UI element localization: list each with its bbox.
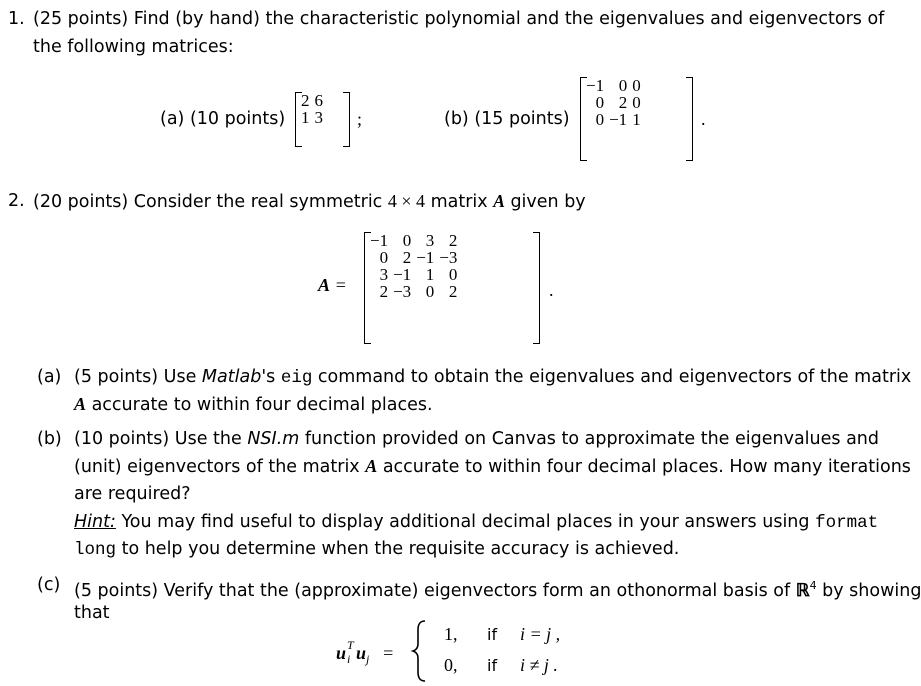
q2-intro-text: (20 points) Consider the real symmetric [33, 192, 388, 212]
matrix-cell: 2 [448, 282, 458, 301]
q2-intro-dim: 4 × 4 [387, 191, 426, 211]
matrix-cell: 0 [595, 93, 605, 112]
case1-value: 1, [444, 624, 458, 644]
q2b-long-command: long [74, 540, 117, 560]
matrix-cell: 3 [379, 265, 389, 284]
q1-part-a-label: (a) (10 points) [160, 109, 286, 129]
q2a-matlab: Matlab [201, 367, 262, 387]
q1-number: 1. [8, 9, 25, 29]
orthonormal-equation-lhs [336, 638, 394, 666]
q2b-text: (unit) eigenvectors of the matrix [74, 457, 366, 477]
q2b-hint-text: to help you determine when the requisite accuracy is achieved. [116, 539, 680, 559]
matrix-cell: −1 [393, 265, 412, 284]
matrix-cell: −1 [370, 231, 389, 250]
q2b-hint-line2 [74, 536, 679, 564]
q2b-nsi-function: NSI.m [247, 429, 300, 449]
matrix-symbol-A: A [365, 456, 378, 476]
real-space-symbol: ℝ [795, 579, 810, 600]
matrix-cell: 0 [379, 248, 389, 267]
matrix-cell: 2 [379, 282, 389, 301]
matrix-cell: 0 [632, 93, 641, 112]
case1-condition: i = j , [520, 624, 561, 644]
q2c-text: (5 points) Verify that the (approximate) eigenvectors form an othonormal basis of [74, 580, 796, 601]
q2b-line3: are required? [74, 484, 191, 504]
matrix-cell: 2 [448, 231, 458, 250]
q2b-line2 [74, 453, 911, 481]
case1-if: if [487, 625, 498, 644]
matrix-a-body [301, 92, 328, 126]
case2-condition: i ≠ j . [520, 655, 558, 675]
q2b-text: accurate to within four decimal places. How many iterations [377, 457, 911, 477]
matrix-cell: 1 [632, 110, 641, 129]
q2-matrix-label [318, 275, 346, 296]
case2-value: 0, [444, 655, 458, 675]
q2a-text: command to obtain the eigenvalues and eigenvectors of the matrix [312, 367, 912, 387]
subscript-i: i [347, 652, 351, 666]
matrix-cell: 3 [314, 108, 323, 127]
matrix-cell: −1 [416, 248, 435, 267]
matrix-cell: −3 [439, 248, 458, 267]
matrix-cell: 0 [448, 265, 458, 284]
transpose-superscript: T [347, 638, 354, 652]
matrix-A-body [370, 232, 462, 300]
q2c-text: by showing [816, 580, 921, 601]
q1-line2: the following matrices: [33, 37, 234, 57]
q2-intro [33, 188, 586, 216]
q2-end-period: . [549, 280, 554, 300]
matrix-cell: −1 [609, 110, 628, 129]
q2a-text: accurate to within four decimal places. [86, 395, 433, 415]
q2b-label: (b) [37, 429, 62, 449]
matrix-cell: 0 [402, 231, 412, 250]
equals-sign: = [383, 643, 394, 663]
matrix-cell: −1 [586, 76, 605, 95]
q2-number: 2. [8, 191, 25, 211]
q2b-format-command: format [815, 513, 879, 533]
q2b-hint-label: Hint: [74, 512, 116, 532]
matrix-cell: 1 [425, 265, 435, 284]
matrix-symbol-A: A [74, 394, 87, 414]
q2a-line1 [74, 364, 911, 392]
q2a-line2 [74, 391, 433, 419]
subscript-j: j [366, 652, 370, 666]
q2a-text: (5 points) Use [74, 367, 202, 387]
matrix-cell: 2 [402, 248, 412, 267]
q2a-text: 's [261, 367, 281, 387]
q2b-line1 [74, 426, 879, 453]
q2b-text: (10 points) Use the [74, 429, 248, 449]
q2-intro-matrix-symbol: A [493, 191, 505, 211]
matrix-cell: 0 [595, 110, 605, 129]
q2a-eig-command: eig [280, 368, 313, 388]
matrix-cell: 3 [425, 231, 435, 250]
matrix-cell: 0 [632, 76, 641, 95]
q1-separator: ; [357, 109, 363, 129]
q2b-hint-text: You may find useful to display additional decimal places in your answers using [115, 512, 816, 532]
matrix-cell: 1 [301, 108, 310, 127]
matrix-cell: 2 [301, 91, 310, 110]
matrix-cell: 6 [314, 91, 323, 110]
space-dimension: 4 [809, 579, 817, 592]
vector-u-i: u [336, 643, 347, 663]
q2b-hint-line1 [74, 509, 878, 537]
left-brace-icon [411, 620, 427, 682]
q2c-line2: that [74, 603, 110, 623]
matrix-symbol-A: A [318, 275, 331, 295]
matrix-A [364, 232, 540, 344]
vector-u-j: u [356, 643, 367, 663]
q2c-label: (c) [37, 575, 61, 595]
equals-sign: = [335, 275, 346, 295]
matrix-b [580, 77, 693, 161]
matrix-cell: 0 [618, 76, 628, 95]
q1-line1: (25 points) Find (by hand) the characteristic polynomial and the eigenvalues and eigenvectors of [33, 9, 885, 29]
q2b-text: function provided on Canvas to approximate the eigenvalues and [299, 429, 879, 449]
q2-intro-mid: matrix [425, 192, 494, 212]
matrix-a [295, 92, 350, 147]
matrix-cell: −3 [393, 282, 412, 301]
q1-end-period: . [701, 109, 706, 129]
matrix-cell: 0 [425, 282, 435, 301]
q2-intro-after: given by [504, 192, 586, 212]
matrix-b-body [586, 77, 646, 128]
q1-part-b-label: (b) (15 points) [444, 109, 570, 129]
case2-if: if [487, 656, 498, 675]
q2c-line1 [74, 572, 921, 605]
q2a-label: (a) [37, 367, 62, 387]
matrix-cell: 2 [618, 93, 628, 112]
